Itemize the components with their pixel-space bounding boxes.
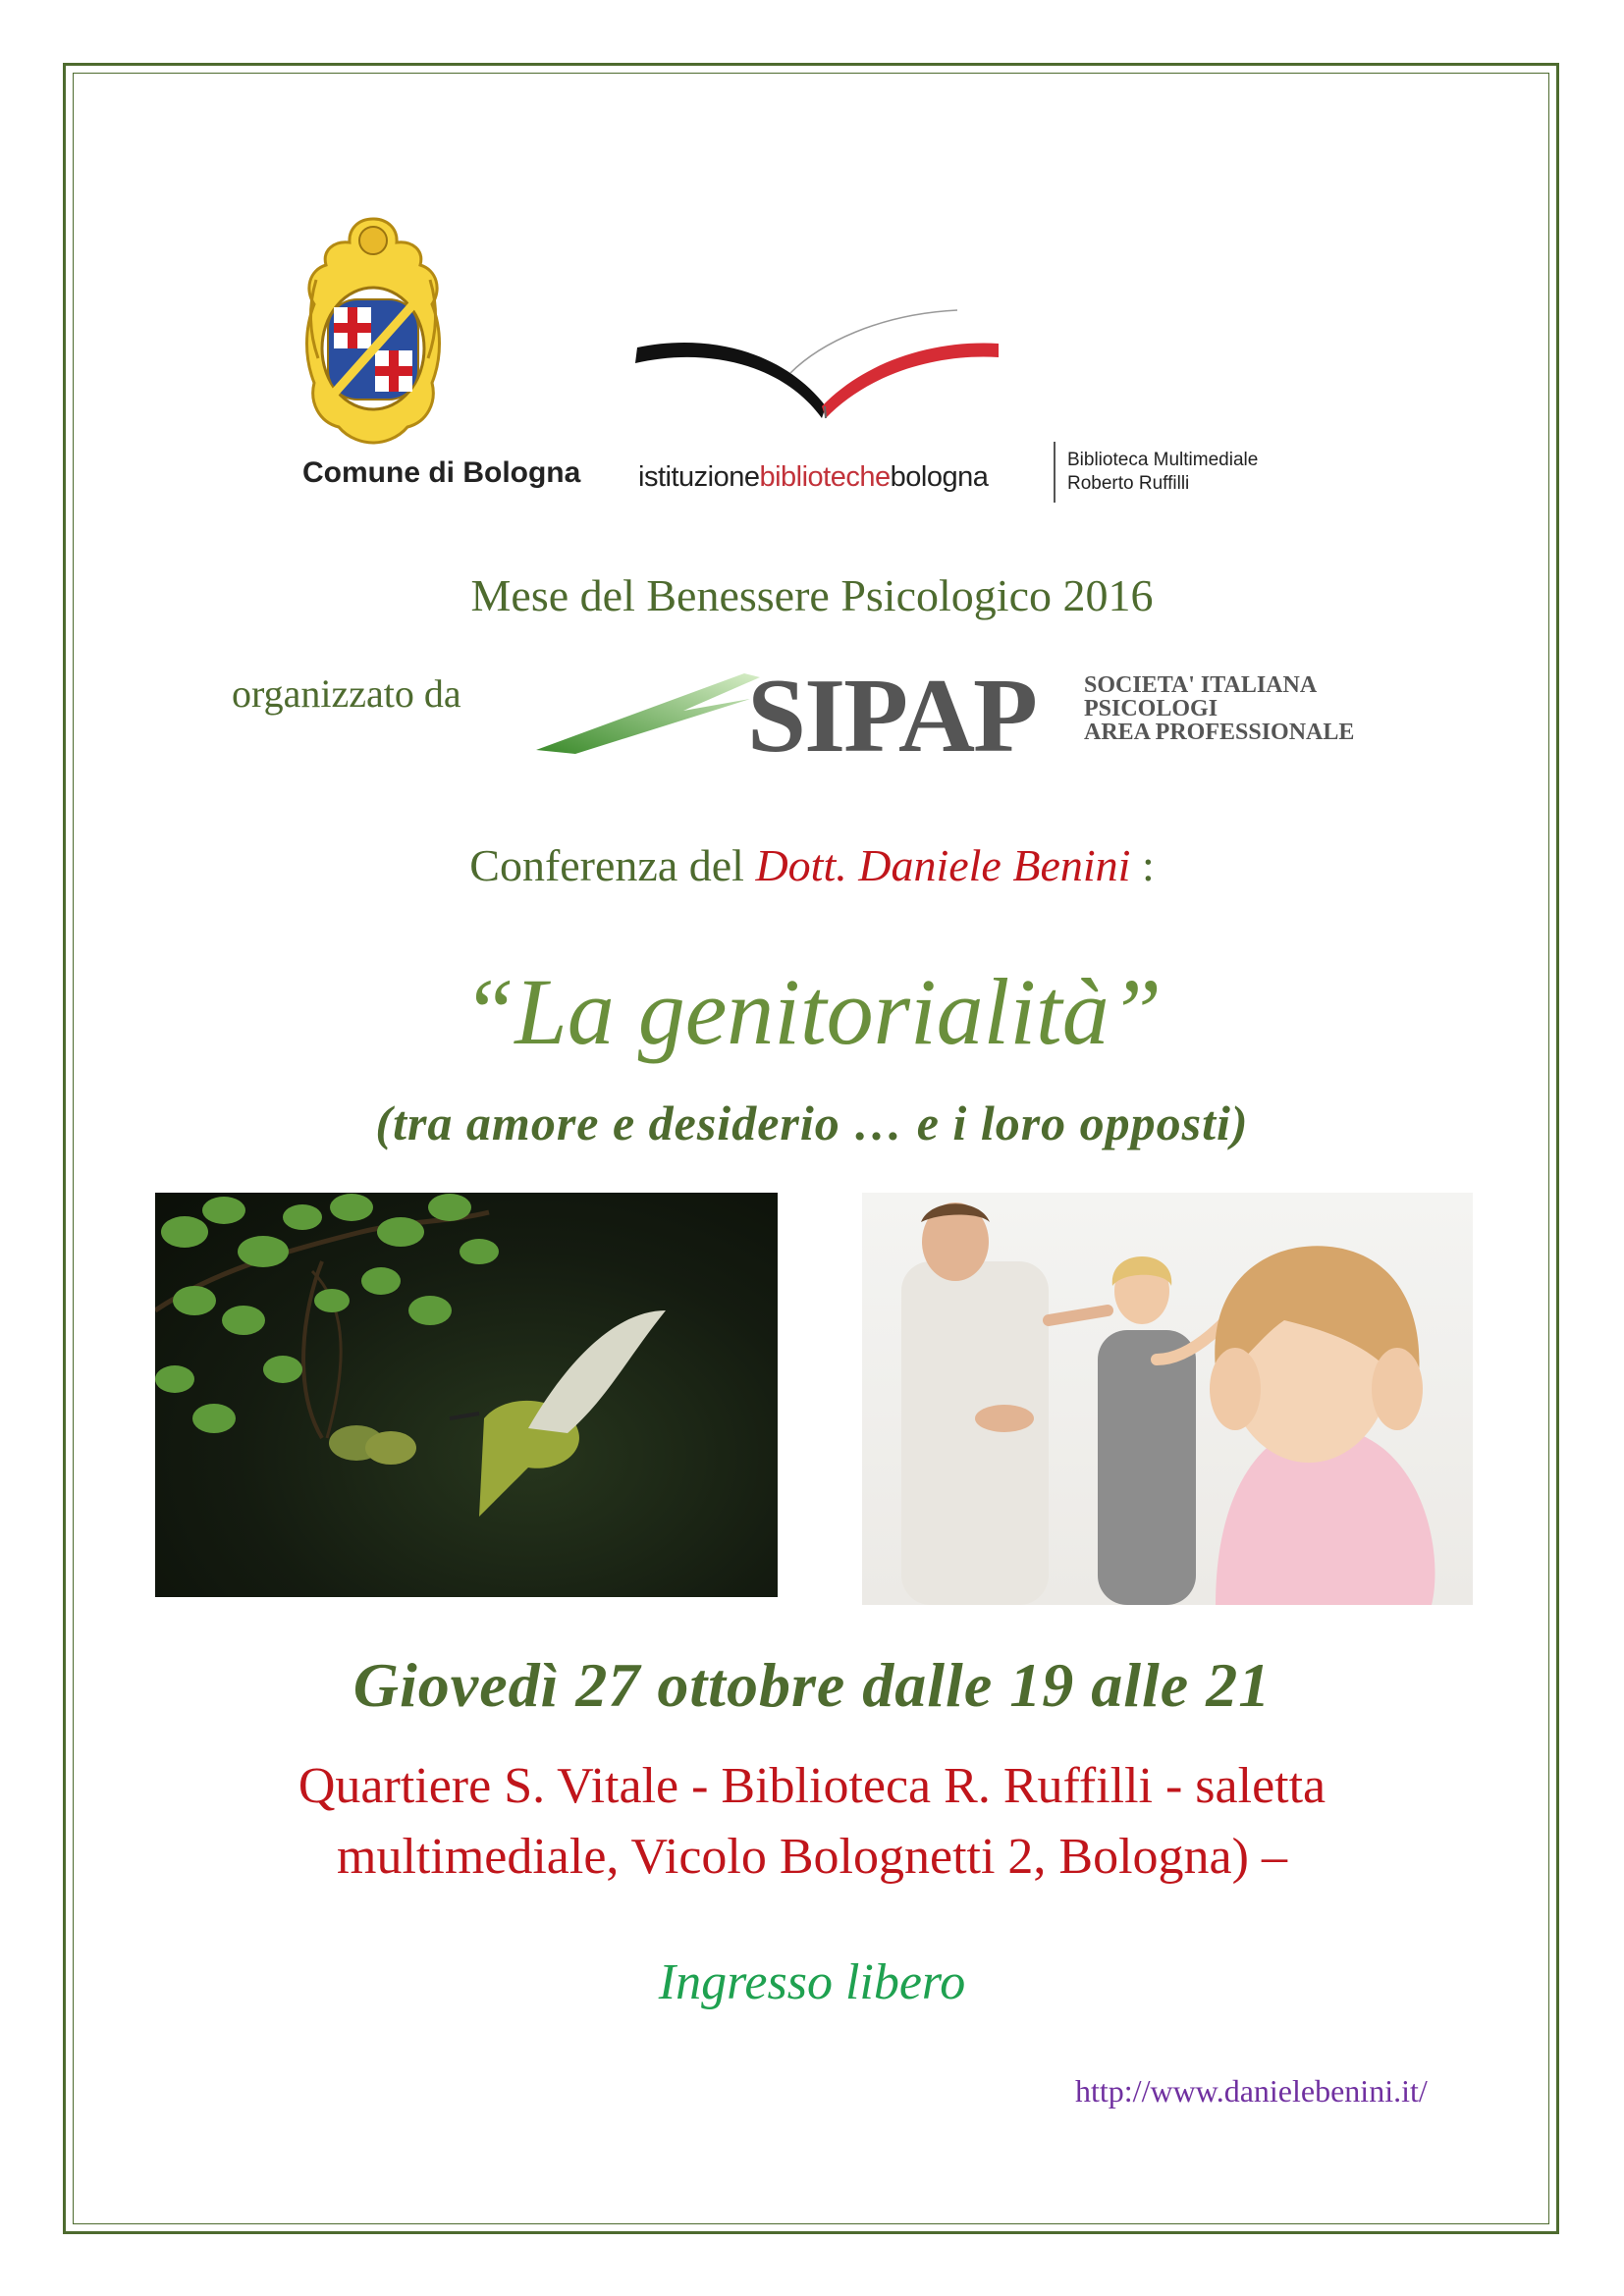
biblioteca-label-line2: Roberto Ruffilli xyxy=(1067,473,1190,494)
event-date-time: Giovedì 27 ottobre dalle 19 alle 21 xyxy=(352,1650,1272,1720)
conference-title: “La genitorialità” xyxy=(461,959,1163,1064)
bologna-coat-of-arms-icon xyxy=(295,211,452,447)
comune-di-bologna-logo xyxy=(295,211,609,506)
sipap-logo xyxy=(536,658,1390,774)
entry-info: Ingresso libero xyxy=(658,1954,966,2010)
biblioteca-label-line1: Biblioteca Multimediale xyxy=(1067,450,1259,470)
conference-subtitle: (tra amore e desiderio … e i loro opposti) xyxy=(375,1095,1249,1150)
hummingbird-nest-icon xyxy=(155,1193,778,1597)
family-argument-photo xyxy=(862,1193,1473,1605)
open-book-icon xyxy=(633,304,1006,452)
event-address-line2: multimediale, Vicolo Bolognetti 2, Bologna) – xyxy=(337,1829,1287,1885)
sipap-line3: AREA PROFESSIONALE xyxy=(1084,720,1355,745)
istituzione-biblioteche-logo xyxy=(633,304,1321,510)
organized-by-label: organizzato da xyxy=(232,671,461,716)
family-figures-icon xyxy=(862,1193,1473,1605)
sipap-line2: PSICOLOGI xyxy=(1084,696,1218,721)
sipap-arrow-icon xyxy=(536,671,762,760)
logo-separator xyxy=(1054,442,1056,503)
sipap-wordmark: SIPAP xyxy=(747,658,1037,774)
comune-label: Comune di Bologna xyxy=(302,456,581,489)
event-series-title: Mese del Benessere Psicologico 2016 xyxy=(470,570,1154,620)
birds-feeding-photo xyxy=(155,1193,778,1597)
sipap-line1: SOCIETA' ITALIANA xyxy=(1084,672,1318,698)
event-address-line1: Quartiere S. Vitale - Biblioteca R. Ruffilli - saletta xyxy=(298,1758,1326,1814)
conference-line: Conferenza del Dott. Daniele Benini : xyxy=(469,840,1155,890)
speaker-name: Dott. Daniele Benini xyxy=(755,840,1131,890)
website-url: http://www.danielebenini.it/ xyxy=(1075,2073,1428,2109)
istituzione-label: istituzionebibliotechebologna xyxy=(638,461,989,493)
